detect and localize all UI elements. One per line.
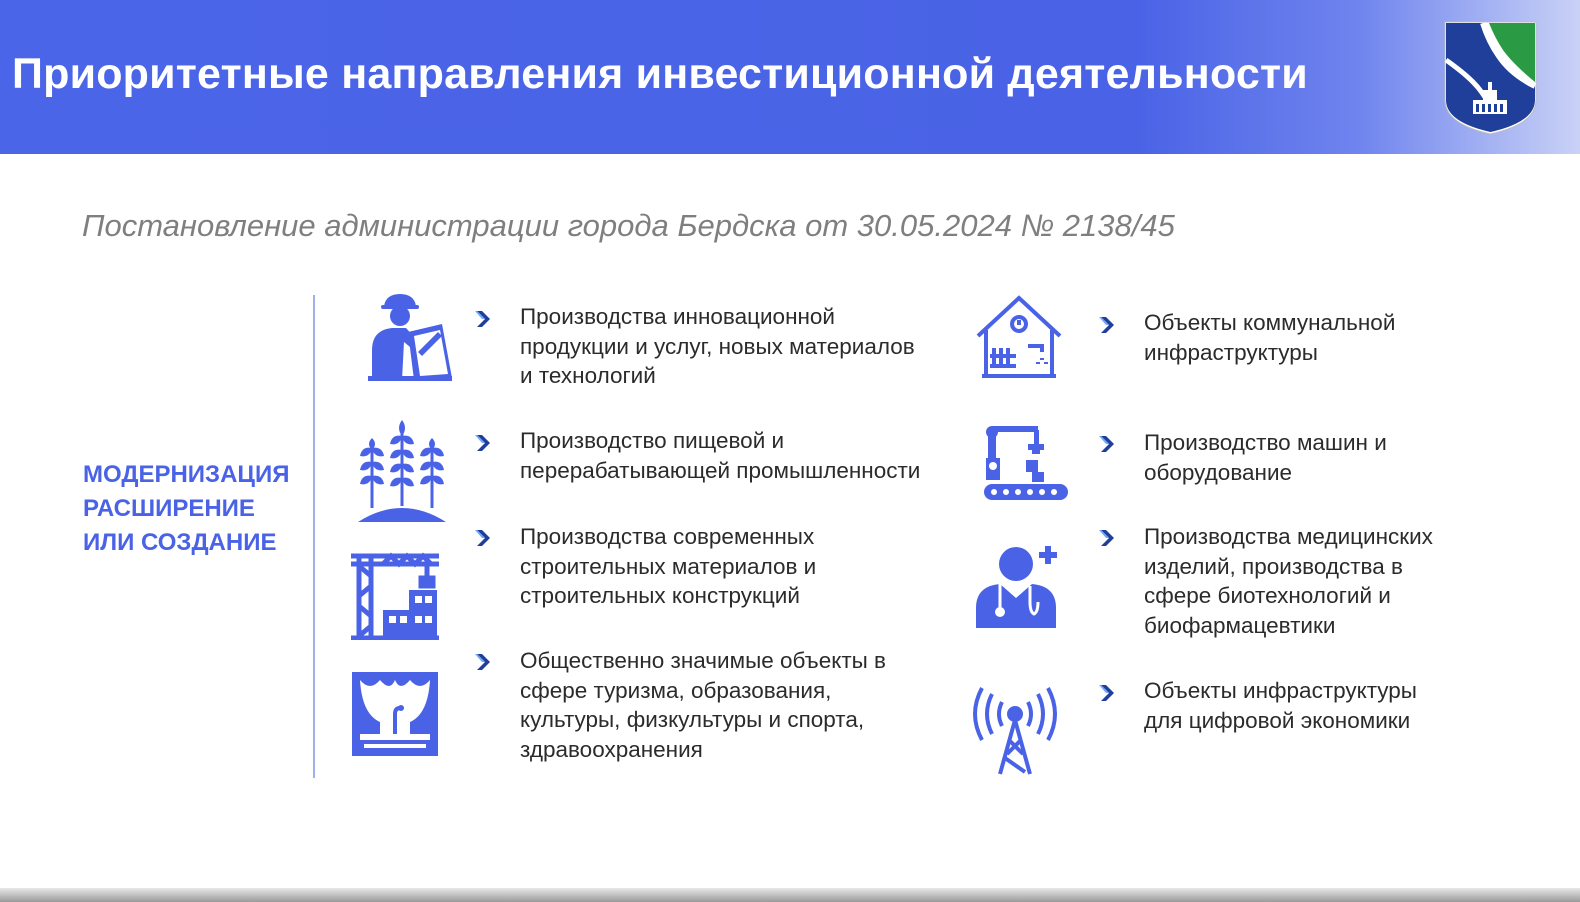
chevron-right-icon <box>1098 315 1118 335</box>
chevron-right-icon <box>1098 683 1118 703</box>
left-item-text: Производства инновационной продукции и услуг, новых материалов и технологий <box>520 304 915 389</box>
chevron-right-icon <box>1098 434 1118 454</box>
side-label-line: РАСШИРЕНИЕ <box>83 495 255 522</box>
berdsk-coat-of-arms-icon <box>1443 20 1538 136</box>
wheat-icon <box>358 420 446 522</box>
radio-tower-icon <box>970 684 1060 776</box>
construction-crane-icon <box>349 548 441 640</box>
doctor-icon <box>974 542 1064 630</box>
header-banner <box>0 0 1580 154</box>
side-label-line: МОДЕРНИЗАЦИЯ <box>83 461 290 488</box>
utility-house-icon <box>976 294 1062 380</box>
chevron-right-icon <box>474 528 494 548</box>
robot-arm-conveyor-icon <box>982 424 1070 504</box>
side-label <box>83 458 289 560</box>
right-item-text: Производство машин и оборудование <box>1144 430 1387 485</box>
side-label-line: ИЛИ СОЗДАНИЕ <box>83 529 277 556</box>
chevron-right-icon <box>474 309 494 329</box>
right-item-text: Объекты коммунальной инфраструктуры <box>1144 310 1396 365</box>
resolution-subtitle: Постановление администрации города Бердска от 30.05.2024 № 2138/45 <box>82 208 1175 243</box>
left-item-text: Общественно значимые объекты в сфере туризма, образования, культуры, физкультуры и спорта, здравоохранения <box>520 648 887 762</box>
right-item-text: Объекты инфраструктуры для цифровой экономики <box>1144 678 1417 733</box>
left-item-text: Производство пищевой и перерабатывающей промышленности <box>520 428 921 483</box>
chevron-right-icon <box>474 652 494 672</box>
chevron-right-icon <box>474 433 494 453</box>
chevron-right-icon <box>1098 528 1118 548</box>
vertical-divider <box>313 295 315 778</box>
right-item-text: Производства медицинских изделий, производства в сфере биотехнологий и биофармацевтики <box>1144 524 1433 638</box>
page-title: Приоритетные направления инвестиционной деятельности <box>12 50 1308 98</box>
engineer-icon <box>362 292 454 382</box>
left-item-text: Производства современных строительных материалов и строительных конструкций <box>520 524 817 609</box>
theater-stage-icon <box>350 670 440 758</box>
bottom-bar <box>0 888 1580 902</box>
